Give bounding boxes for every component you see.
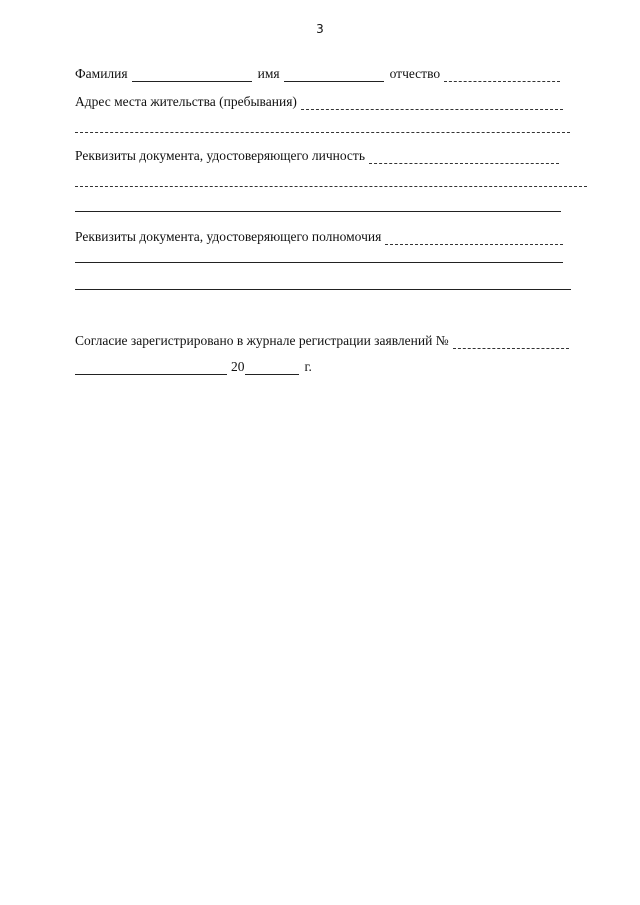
date-year-suffix: г.: [304, 359, 312, 374]
surname-label: Фамилия: [75, 66, 128, 81]
identity-doc-continuation-line-2[interactable]: [75, 211, 561, 212]
authority-doc-label: Реквизиты документа, удостоверяющего полномочия: [75, 229, 382, 244]
identity-doc-continuation-line-1[interactable]: [75, 186, 587, 187]
address-continuation-line[interactable]: [75, 132, 570, 133]
date-day-month-field[interactable]: [75, 360, 227, 375]
identity-doc-row: [75, 144, 565, 164]
address-row: [75, 90, 569, 110]
patronymic-label: отчество: [389, 66, 441, 81]
identity-doc-field[interactable]: [369, 149, 559, 164]
registration-number-field[interactable]: [453, 334, 569, 349]
patronymic-field[interactable]: [444, 67, 560, 82]
authority-doc-row: [75, 225, 569, 245]
name-label: имя: [257, 66, 280, 81]
identity-doc-label: Реквизиты документа, удостоверяющего личность: [75, 148, 365, 163]
date-row: [75, 355, 312, 375]
full-name-row: [75, 62, 566, 82]
authority-doc-field[interactable]: [385, 230, 563, 245]
authority-doc-continuation-line-1[interactable]: [75, 262, 563, 263]
address-label: Адрес места жительства (пребывания): [75, 94, 297, 109]
name-field[interactable]: [284, 67, 384, 82]
registration-row: [75, 329, 575, 349]
registration-label: Согласие зарегистрировано в журнале регистрации заявлений №: [75, 333, 449, 348]
page-number: 3: [316, 22, 324, 36]
date-year-field[interactable]: [245, 360, 299, 375]
surname-field[interactable]: [132, 67, 252, 82]
date-year-prefix: 20: [231, 359, 245, 374]
authority-doc-continuation-line-2[interactable]: [75, 289, 571, 290]
address-field[interactable]: [301, 95, 563, 110]
